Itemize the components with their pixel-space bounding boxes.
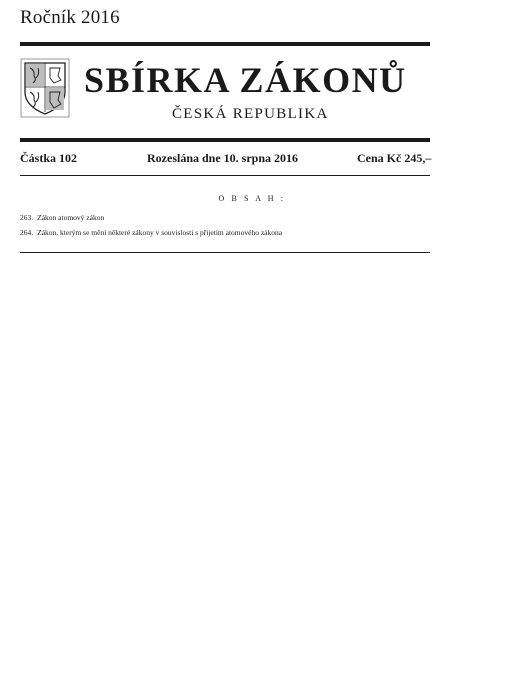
meta-rule [20, 175, 430, 176]
issue-date: Rozeslána dne 10. srpna 2016 [147, 151, 299, 165]
toc-item-text: Zákon atomový zákon [37, 213, 105, 222]
czech-coat-of-arms-icon [20, 58, 70, 118]
contents-heading: O B S A H : [218, 194, 286, 203]
volume-year: Ročník 2016 [20, 7, 120, 28]
toc-item-text: Zákon, kterým se mění některé zákony v souvislosti s přijetím atomového zákona [37, 228, 283, 237]
journal-subtitle: ČESKÁ REPUBLIKA [172, 106, 329, 122]
journal-title: SBÍRKA ZÁKONŮ [84, 60, 407, 100]
top-rule [20, 42, 430, 46]
issue-part: Částka 102 [20, 151, 78, 165]
toc-item [20, 213, 104, 223]
toc-item [20, 228, 282, 238]
contents-bottom-rule [20, 252, 430, 253]
issue-price: Cena Kč 245,– [357, 151, 432, 165]
toc-item-number: 264. [20, 228, 34, 237]
toc-item-number: 263. [20, 213, 34, 222]
header-bottom-rule [20, 138, 430, 142]
